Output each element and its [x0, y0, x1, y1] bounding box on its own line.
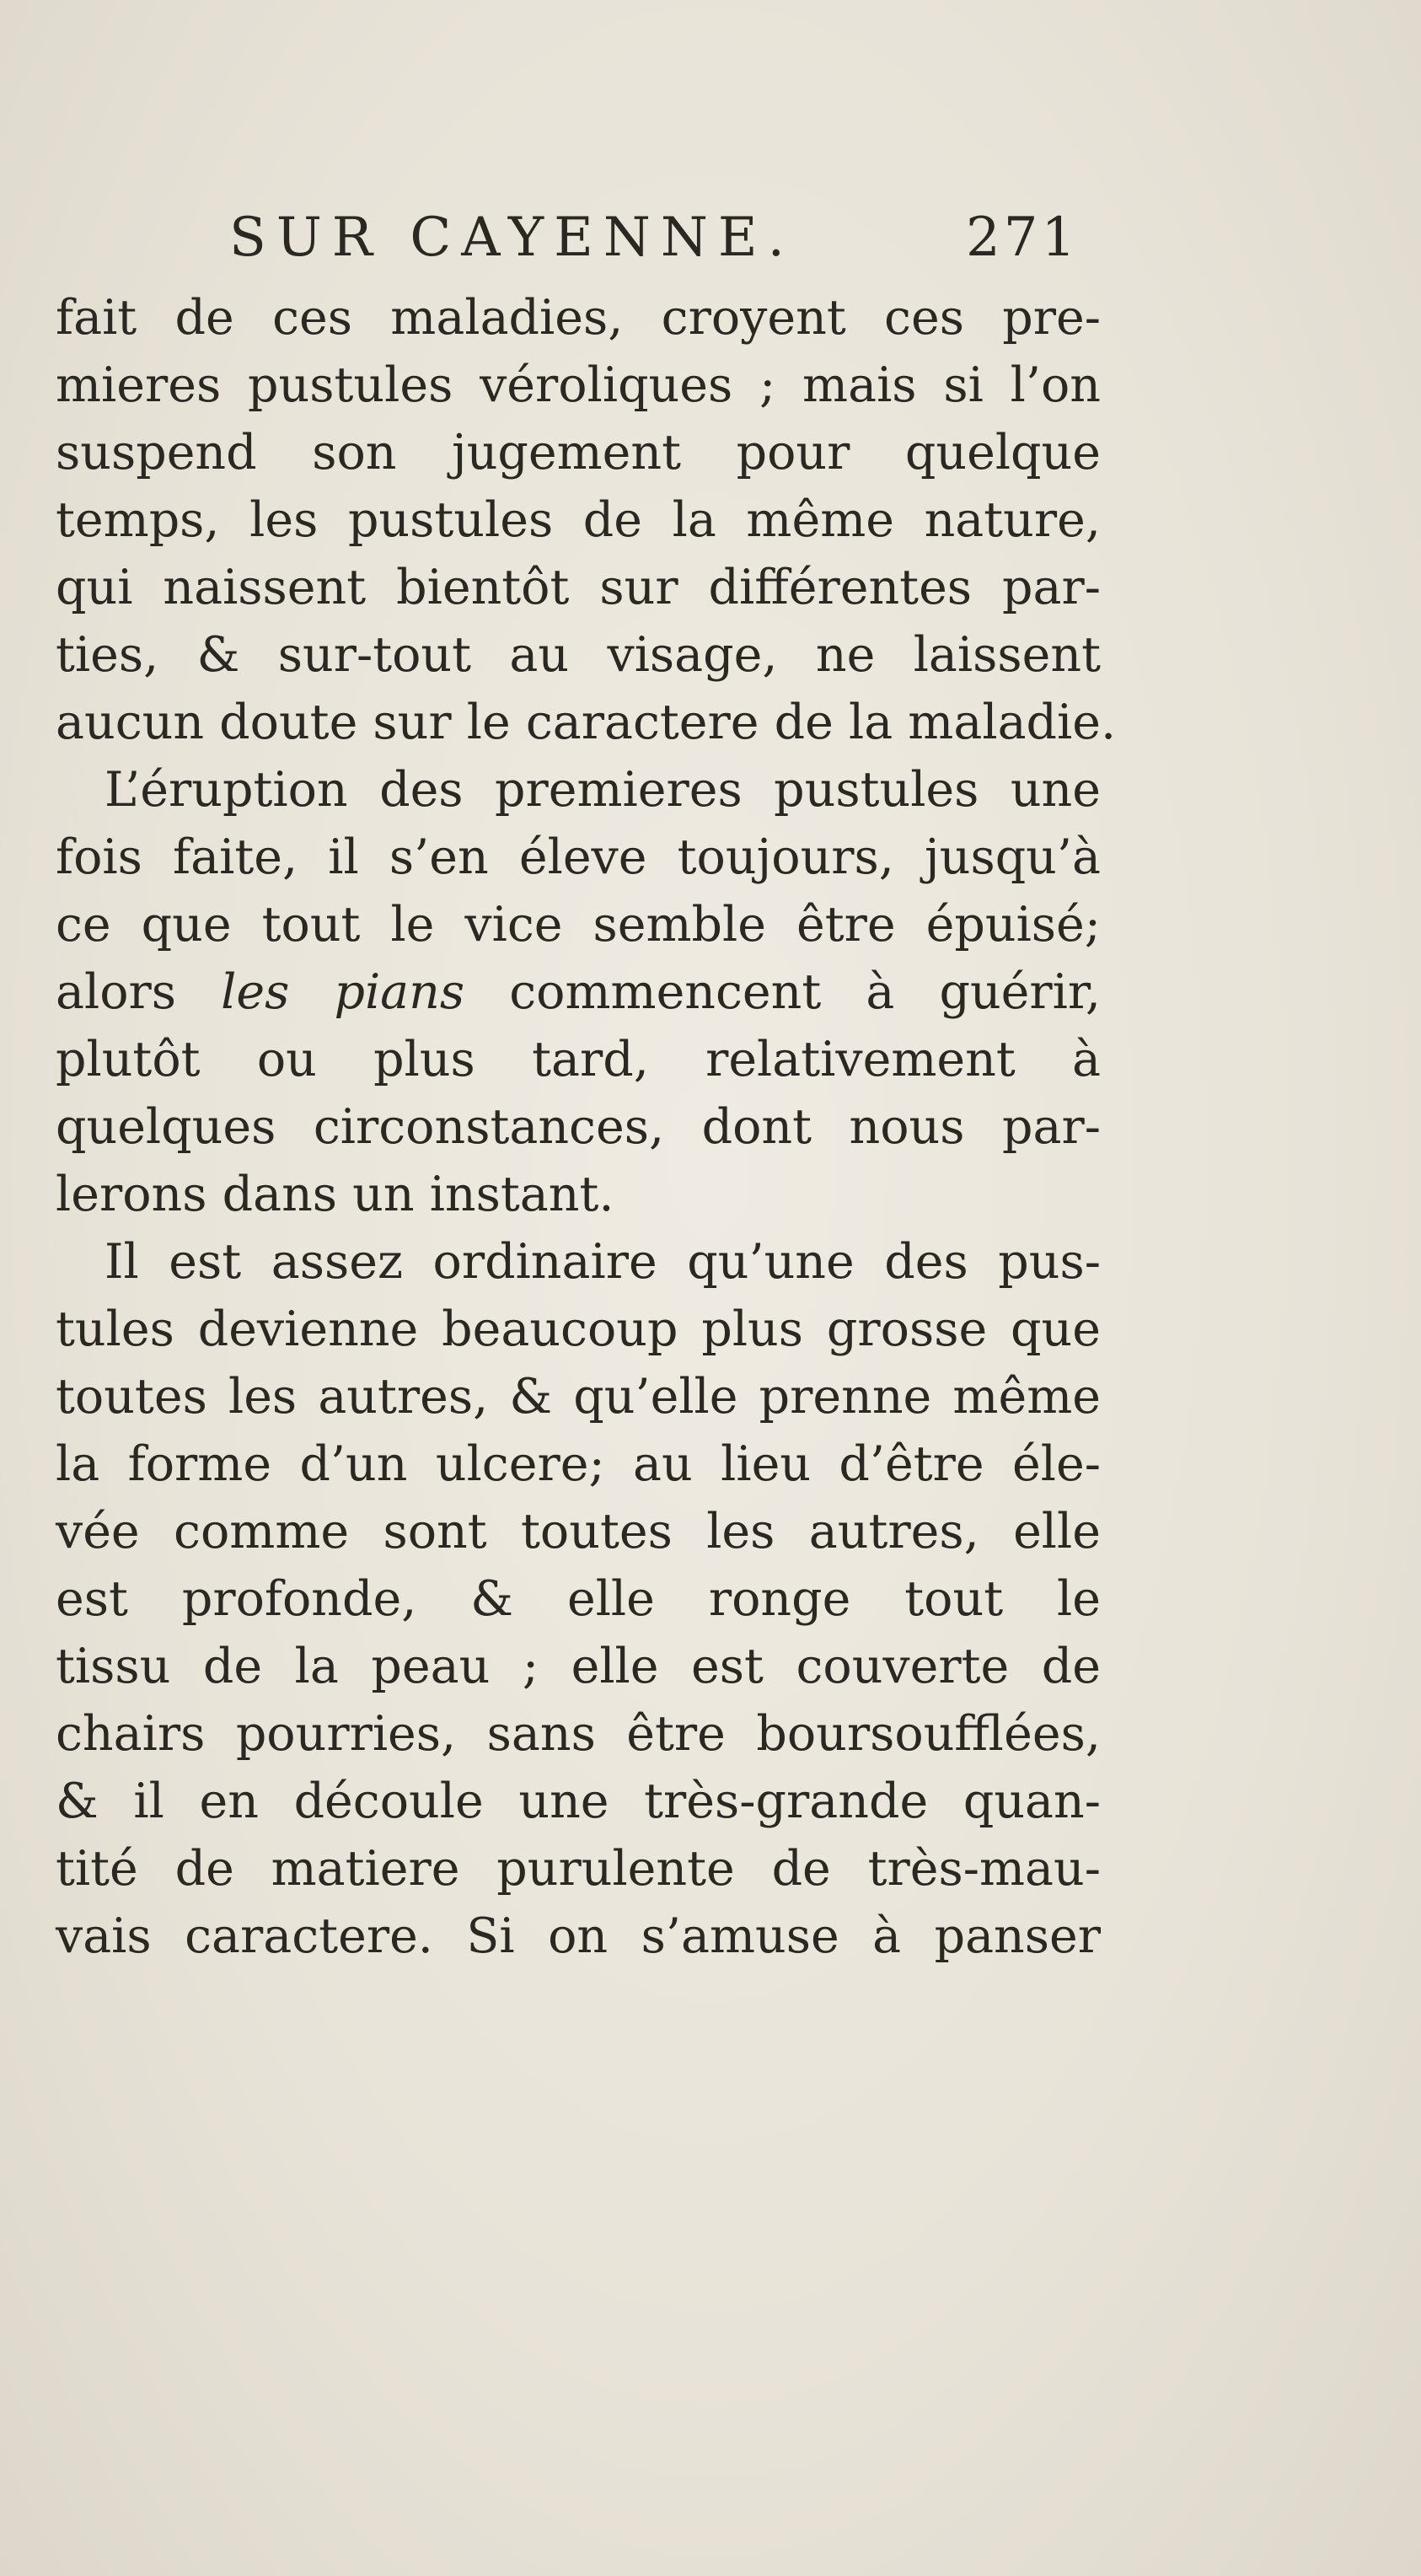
body-text [56, 284, 1117, 1970]
text-line: aucun doute sur le caractere de la maladie. [56, 695, 1117, 750]
text-line: Il est assez ordinaire qu’une des pus- [105, 1234, 1101, 1290]
text-line: ce que tout le vice semble être épuisé; [56, 897, 1101, 953]
text-line: qui naissent bientôt sur différentes par- [56, 560, 1101, 615]
text-line: tité de matiere purulente de très-mau- [56, 1841, 1101, 1897]
text-line: & il en découle une très-grande quan- [56, 1774, 1101, 1829]
text-line: temps, les pustules de la même nature, [56, 492, 1101, 548]
text-line: fait de ces maladies, croyent ces pre- [56, 290, 1101, 346]
running-head [0, 204, 1421, 271]
text-line: vais caractere. Si on s’amuse à panser [56, 1908, 1101, 1964]
page-number: 271 [966, 207, 1080, 269]
text-line: fois faite, il s’en éleve toujours, jusqu’à [56, 829, 1101, 885]
text-line-with-italic [56, 958, 1101, 1026]
text-run: commencent à guérir, [464, 964, 1101, 1020]
text-line: tissu de la peau ; elle est couverte de [56, 1639, 1101, 1694]
text-line: plutôt ou plus tard, relativement à [56, 1032, 1101, 1087]
italic-term: les pians [221, 964, 465, 1020]
text-line: suspend son jugement pour quelque [56, 425, 1101, 480]
text-line: quelques circonstances, dont nous par- [56, 1099, 1101, 1155]
text-line: la forme d’un ulcere; au lieu d’être éle- [56, 1436, 1101, 1492]
text-line: ties, & sur-tout au visage, ne laissent [56, 627, 1101, 683]
running-title: SUR CAYENNE. [229, 207, 795, 269]
text-line: chairs pourries, sans être boursoufflées, [56, 1706, 1101, 1762]
text-line: vée comme sont toutes les autres, elle [56, 1504, 1101, 1559]
text-line: lerons dans un instant. [56, 1167, 614, 1222]
text-run: alors [56, 964, 222, 1020]
text-line: tules devienne beaucoup plus grosse que [56, 1301, 1101, 1357]
text-line: est profonde, & elle ronge tout le [56, 1571, 1101, 1627]
text-line: mieres pustules véroliques ; mais si l’on [56, 357, 1101, 413]
text-line: toutes les autres, & qu’elle prenne même [56, 1369, 1101, 1425]
text-line: L’éruption des premieres pustules une [105, 762, 1101, 818]
